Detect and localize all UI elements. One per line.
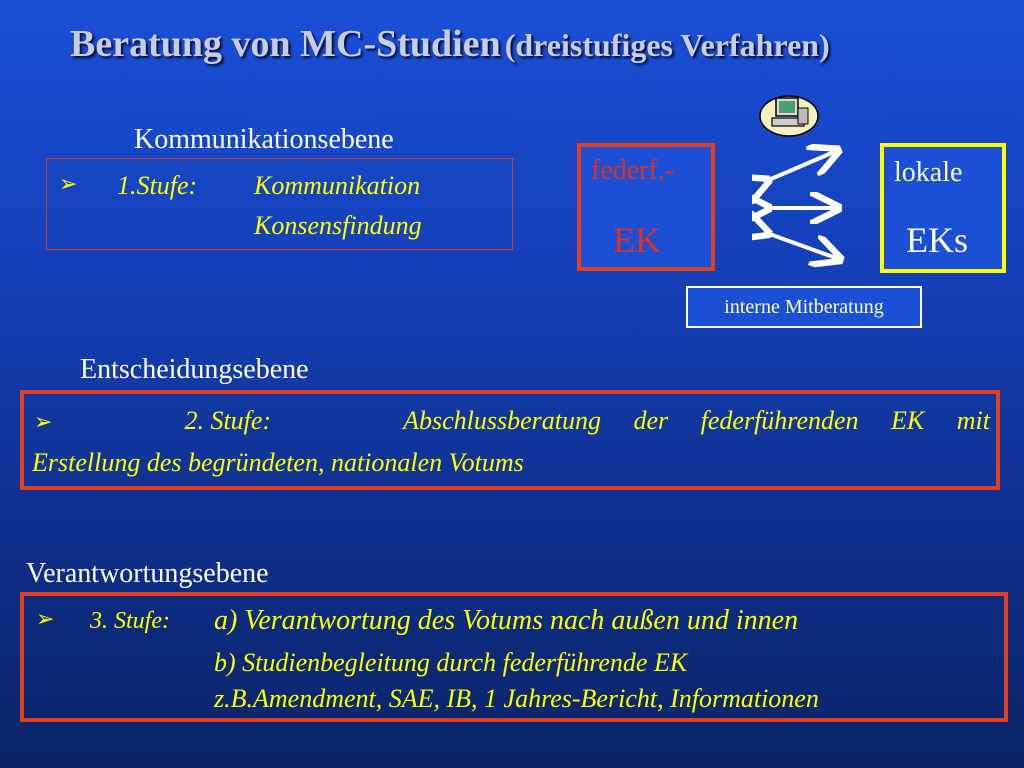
- level2-heading: Entscheidungsebene: [80, 354, 309, 385]
- bullet-arrow-icon: ➢: [34, 409, 53, 434]
- arrow-up-icon: [764, 152, 834, 182]
- level3-item-c: z.B.Amendment, SAE, IB, 1 Jahres-Bericht, Informationen: [214, 684, 819, 713]
- bullet-arrow-icon: ➢: [36, 606, 55, 631]
- level1-heading: Kommunikationsebene: [134, 124, 394, 155]
- bullet-arrow-icon: ➢: [59, 171, 78, 196]
- eks-label-top: lokale: [894, 157, 963, 188]
- level1-line1: Kommunikation: [254, 171, 421, 200]
- level3-item-b: b) Studienbegleitung durch federführende EK: [214, 648, 688, 677]
- arrow-group: [764, 152, 836, 258]
- eks-box: [880, 143, 1006, 273]
- level3-stage: 3. Stufe:: [90, 608, 170, 634]
- level1-line2: Konsensfindung: [254, 211, 422, 240]
- title-main: Beratung von MC-Studien: [70, 23, 501, 65]
- computer-icon: [758, 88, 820, 138]
- arrows-diagram: [752, 142, 848, 268]
- mitberatung-label: interne Mitberatung: [724, 295, 884, 318]
- page-title: [70, 22, 830, 66]
- level2-line1-text: Abschlussberatung der federführenden EK mit: [403, 406, 990, 435]
- title-sub: (dreistufiges Verfahren): [504, 27, 830, 63]
- level2-box: [20, 390, 1000, 490]
- level3-box: [20, 592, 1008, 722]
- level2-stage: 2. Stufe:: [184, 406, 272, 435]
- level1-stage: 1.Stufe:: [117, 171, 198, 200]
- arrow-down-icon: [764, 232, 836, 258]
- level3-heading: Verantwortungsebene: [26, 558, 269, 589]
- ek-box: [577, 143, 715, 271]
- eks-label-bottom: EKs: [906, 220, 968, 260]
- level3-item-a: a) Verantwortung des Votums nach außen und innen: [214, 605, 799, 636]
- mitberatung-box: [686, 286, 922, 328]
- level2-line2: Erstellung des begründeten, nationalen Votums: [32, 448, 524, 477]
- ek-label-top: federf.-: [591, 155, 675, 186]
- level1-box: [46, 158, 513, 250]
- ek-label-bottom: EK: [613, 220, 661, 260]
- level2-line1: [34, 406, 990, 436]
